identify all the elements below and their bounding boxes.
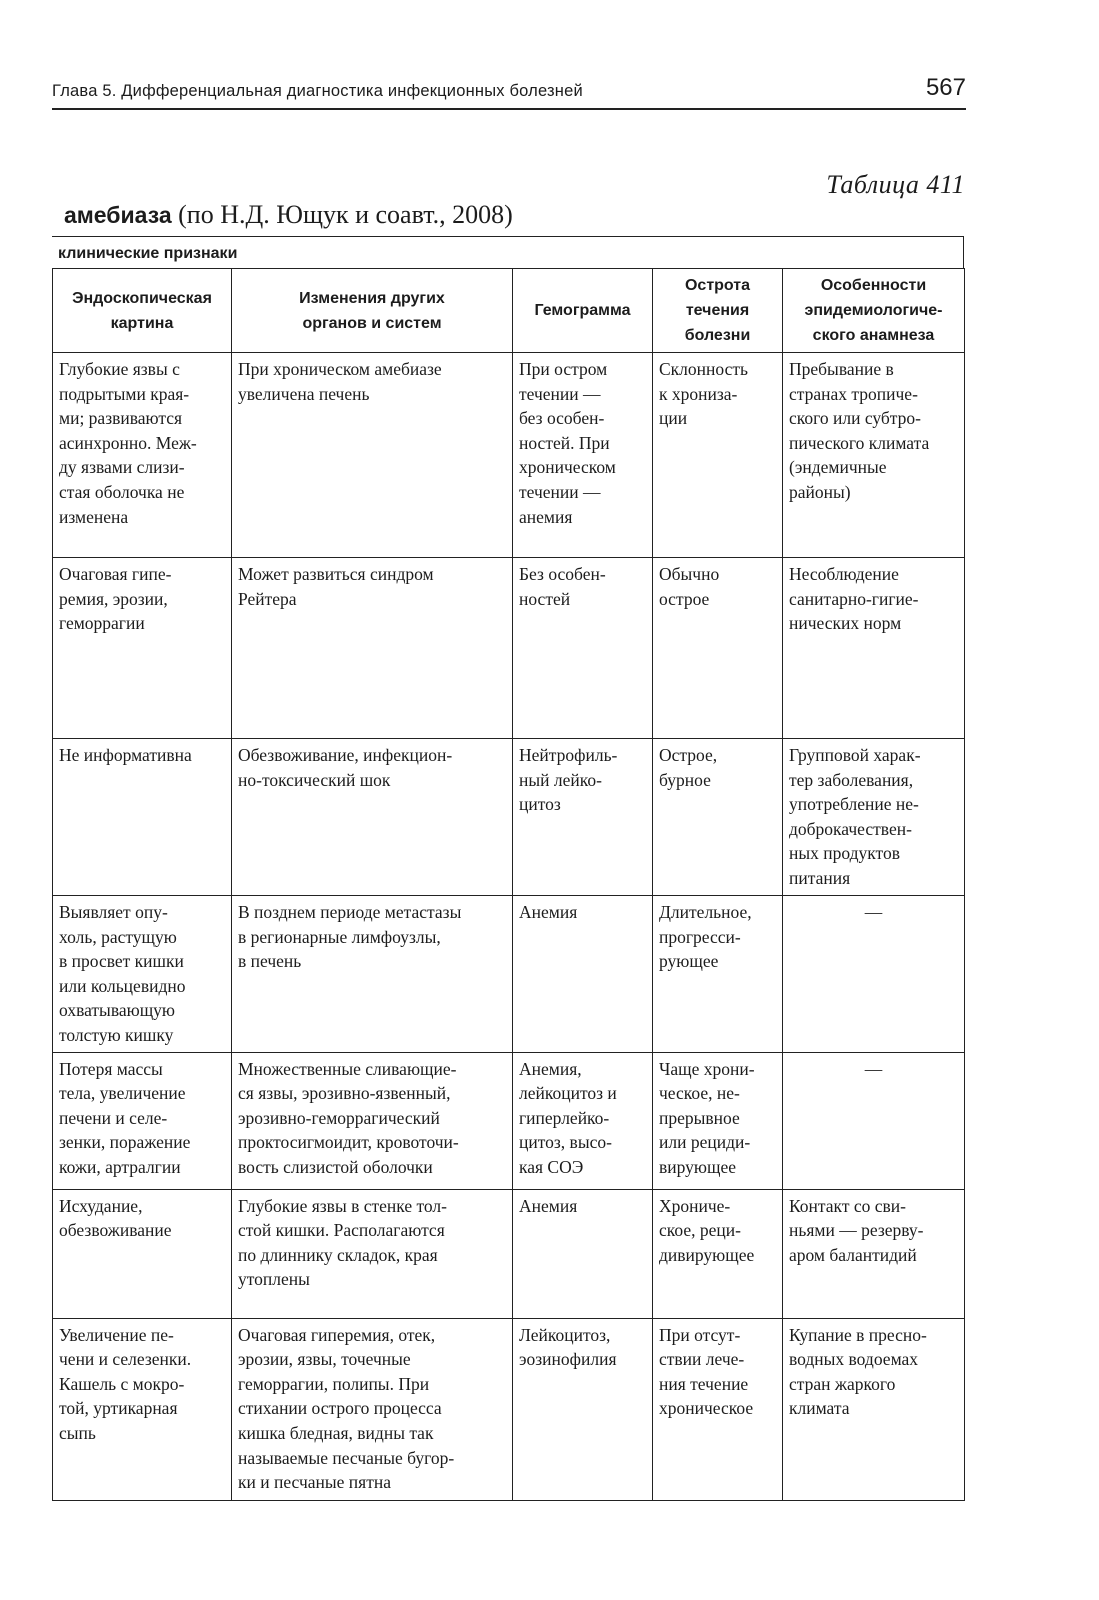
page-number: 567: [925, 74, 966, 101]
table-cell-dash: —: [783, 1052, 965, 1189]
diagnosis-table: [52, 268, 965, 1501]
table-title: [64, 200, 513, 230]
table-cell: При хроническом амебиазе увеличена печень: [232, 353, 513, 558]
table-cell: Анемия: [513, 896, 653, 1053]
table-cell: Длительное, прогресси- рующее: [653, 896, 783, 1053]
table-cell: Групповой харак- тер заболевания, употребление не- доброкачествен- ных продуктов питания: [783, 739, 965, 896]
table-label: Таблица 411: [826, 170, 965, 199]
table-row: [53, 1318, 965, 1500]
table-cell: Хрониче- ское, реци- дивирующее: [653, 1189, 783, 1318]
column-header-other-organs: Изменения других органов и систем: [232, 269, 513, 353]
table-cell: Обычно острое: [653, 558, 783, 739]
table-cell: Купание в пресно- водных водоемах стран жаркого климата: [783, 1318, 965, 1500]
table-cell: Чаще хрони- ческое, не- прерывное или рециди- вирующее: [653, 1052, 783, 1189]
table-cell: Пребывание в странах тропиче- ского или субтро- пического климата (эндемичные районы): [783, 353, 965, 558]
table-row: [53, 1189, 965, 1318]
table-title-bold: амебиаза: [64, 202, 172, 228]
table-cell: Несоблюдение санитарно-гигие- нических норм: [783, 558, 965, 739]
table-cell: Очаговая гипе- ремия, эрозии, геморрагии: [53, 558, 232, 739]
table-cell: Острое, бурное: [653, 739, 783, 896]
table-cell: Контакт со сви- ньями — резерву- аром балантидий: [783, 1189, 965, 1318]
column-header-epidemiology: Особенности эпидемиологиче- ского анамнеза: [783, 269, 965, 353]
table-cell: При отсут- ствии лече- ния течение хроническое: [653, 1318, 783, 1500]
table-cell: В позднем периоде метастазы в регионарные лимфоузлы, в печень: [232, 896, 513, 1053]
table-cell: Склонность к хрониза- ции: [653, 353, 783, 558]
table-row: [53, 739, 965, 896]
table-cell: Глубокие язвы с подрытыми края- ми; развиваются асинхронно. Меж- ду язвами слизи- стая оболочка не изменена: [53, 353, 232, 558]
table-header-row: [53, 269, 965, 353]
table-row: [53, 1052, 965, 1189]
table-cell: При остром течении — без особен- ностей. При хроническом течении — анемия: [513, 353, 653, 558]
table-cell: Исхудание, обезвоживание: [53, 1189, 232, 1318]
group-header-label: клинические признаки: [58, 245, 238, 262]
table-cell: Глубокие язвы в стенке тол- стой кишки. Располагаются по длиннику складок, края утоплены: [232, 1189, 513, 1318]
running-header: [52, 74, 966, 110]
table-cell-dash: —: [783, 896, 965, 1053]
table-cell: Нейтрофиль- ный лейко- цитоз: [513, 739, 653, 896]
chapter-title: Глава 5. Дифференциальная диагностика инфекционных болезней: [52, 82, 583, 100]
table-cell: Анемия, лейкоцитоз и гиперлейко- цитоз, высо- кая СОЭ: [513, 1052, 653, 1189]
table-cell: Лейкоцитоз, эозинофилия: [513, 1318, 653, 1500]
table-title-rest: (по Н.Д. Ющук и соавт., 2008): [171, 200, 513, 229]
table-cell: Может развиться синдром Рейтера: [232, 558, 513, 739]
table-row: [53, 558, 965, 739]
table-cell: Обезвоживание, инфекцион- но-токсический шок: [232, 739, 513, 896]
table-cell: Выявляет опу- холь, растущую в просвет кишки или кольцевидно охватывающую толстую кишку: [53, 896, 232, 1053]
table-cell: Очаговая гиперемия, отек, эрозии, язвы, точечные геморрагии, полипы. При стихании острого процесса кишка бледная, видны так называемые песчаные бугор- ки и песчаные пятна: [232, 1318, 513, 1500]
table-row: [53, 353, 965, 558]
table-cell: Множественные сливающие- ся язвы, эрозивно-язвенный, эрозивно-геморрагический проктосигмоидит, кровоточи- вость слизистой оболочки: [232, 1052, 513, 1189]
table-cell: Без особен- ностей: [513, 558, 653, 739]
table-cell: Увеличение пе- чени и селезенки. Кашель с мокро- той, уртикарная сыпь: [53, 1318, 232, 1500]
table-row: [53, 896, 965, 1053]
column-header-hemogram: Гемограмма: [513, 269, 653, 353]
table-cell: Анемия: [513, 1189, 653, 1318]
table-cell: Не информативна: [53, 739, 232, 896]
column-header-course: Острота течения болезни: [653, 269, 783, 353]
group-header: [52, 236, 964, 268]
column-header-endoscopy: Эндоскопическая картина: [53, 269, 232, 353]
table-cell: Потеря массы тела, увеличение печени и селе- зенки, поражение кожи, артралгии: [53, 1052, 232, 1189]
